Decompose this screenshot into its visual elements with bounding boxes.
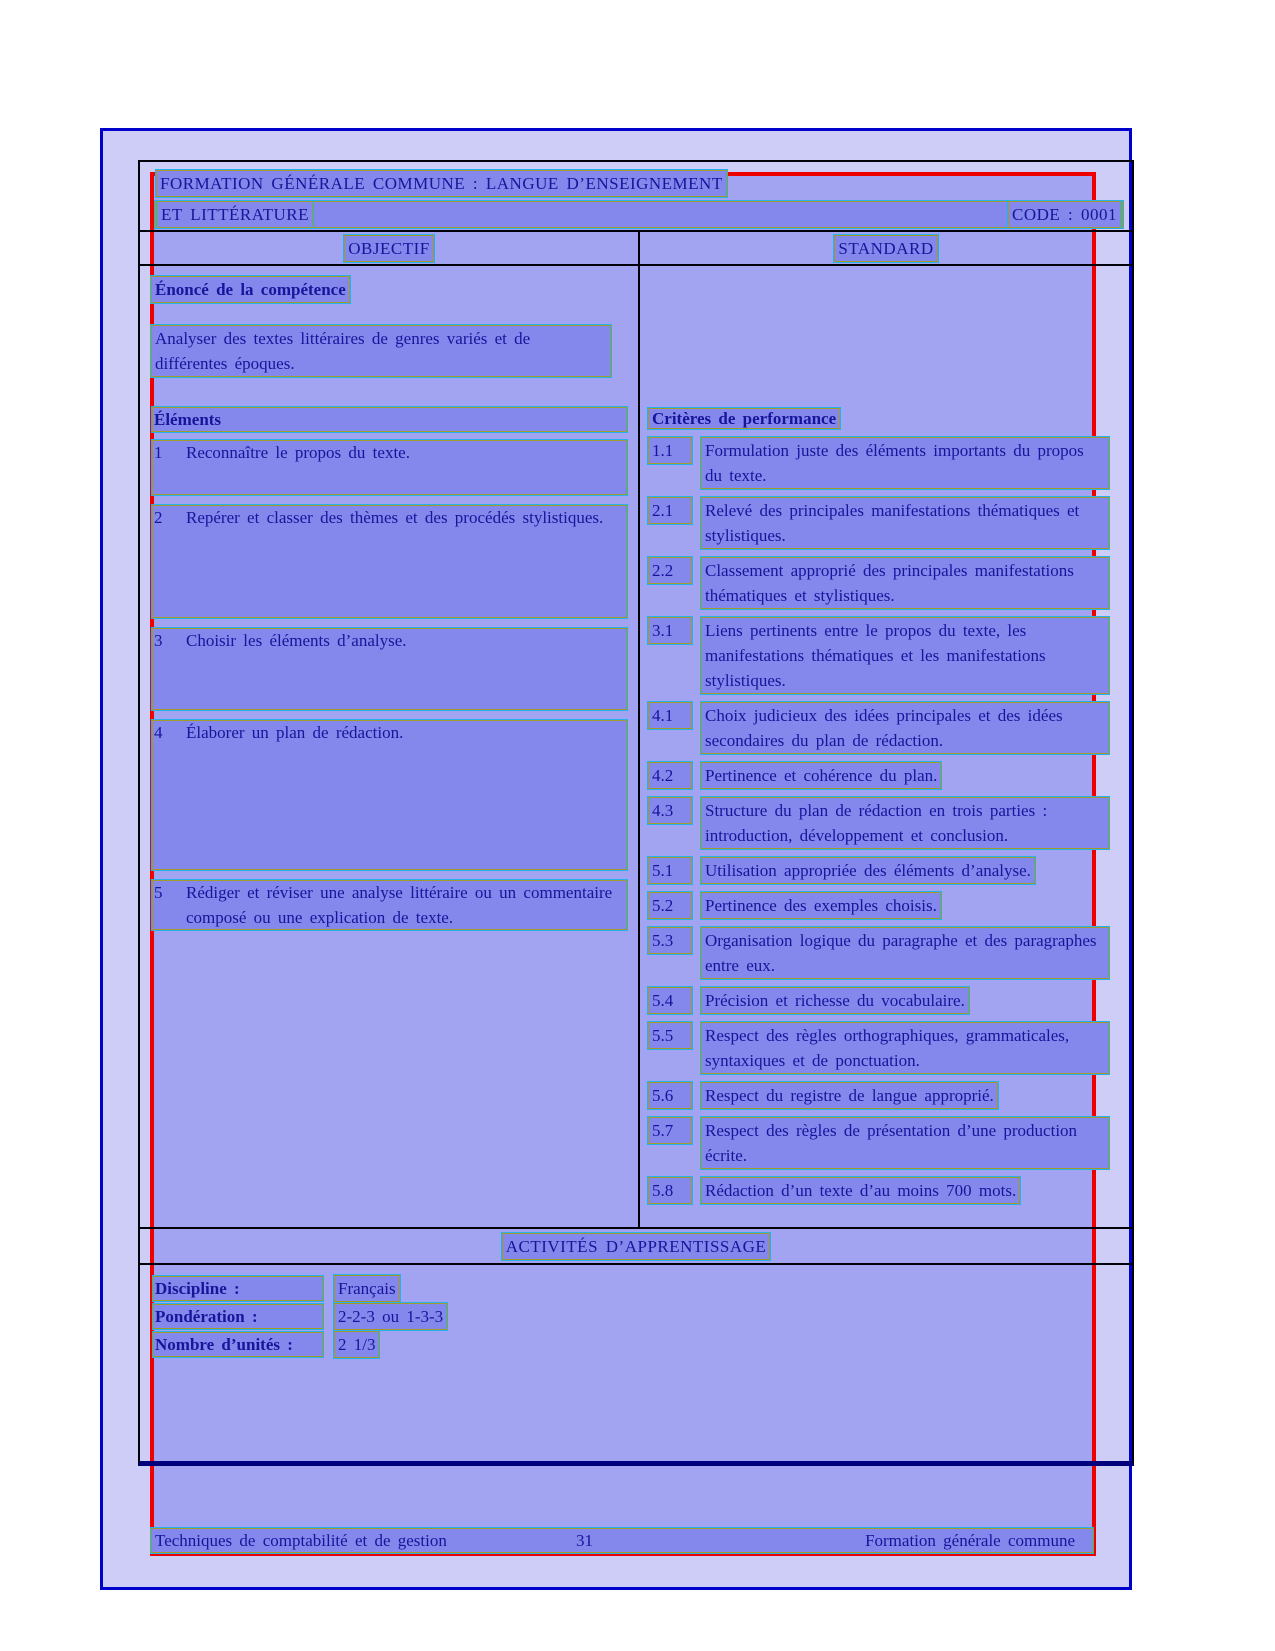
criterion-item [648,557,1132,609]
element-number: 5 [154,883,163,902]
criterion-text: Choix judicieux des idées principales et des idées secondaires du plan de rédaction. [701,702,1109,754]
ponderation-value: 2-2-3 ou 1-3-3 [334,1303,447,1330]
criterion-text: Organisation logique du paragraphe et des paragraphes entre eux. [701,927,1109,979]
document-code: CODE : 0001 [1008,201,1121,228]
document-title-line1: FORMATION GÉNÉRALE COMMUNE : LANGUE D’ENSEIGNEMENT [156,170,727,197]
element-text: Élaborer un plan de rédaction. [186,723,404,742]
objectif-header: OBJECTIF [344,235,433,262]
objectif-header-cell [140,232,640,264]
criterion-item [648,1022,1132,1074]
criterion-item [648,892,1132,919]
criterion-item [648,702,1132,754]
elements-heading-row [151,406,628,433]
enonce-heading: Énoncé de la compétence [151,276,350,303]
standard-header-cell [640,232,1132,264]
element-number: 1 [154,443,163,462]
activites-heading: ACTIVITÉS D’APPRENTISSAGE [502,1233,771,1260]
unites-field [152,1331,1132,1358]
criterion-number: 5.5 [648,1022,692,1049]
criterion-number: 5.2 [648,892,692,919]
criterion-number: 2.2 [648,557,692,584]
criterion-item [648,1117,1132,1169]
criteres-heading-row [648,406,1132,431]
page-footer [150,1527,1094,1554]
footer-section-name: Formation générale commune [865,1531,1075,1550]
ponderation-label: Pondération : [152,1303,324,1330]
standard-column [640,266,1132,1227]
criterion-text: Respect des règles de présentation d’une production écrite. [701,1117,1109,1169]
ponderation-field [152,1303,1132,1330]
document-table [138,160,1134,1466]
element-number: 2 [154,508,163,527]
criterion-text: Pertinence et cohérence du plan. [701,762,941,789]
criterion-number: 5.8 [648,1177,692,1204]
element-item [151,439,628,496]
criteria-group-3 [648,617,1132,702]
discipline-value: Français [334,1275,400,1302]
element-text: Rédiger et réviser une analyse littéraire ou un commentaire composé ou une explication de texte. [186,883,613,927]
criterion-item [648,762,1132,789]
column-headers-row [140,232,1132,266]
activites-row [140,1229,1132,1265]
criterion-item [648,1177,1132,1204]
criterion-item [648,617,1132,694]
criterion-number: 5.4 [648,987,692,1014]
criterion-text: Formulation juste des éléments importants du propos du texte. [701,437,1109,489]
criteres-heading: Critères de performance [648,408,840,429]
discipline-section [140,1265,1132,1461]
objectif-column [140,266,640,1227]
criterion-number: 5.6 [648,1082,692,1109]
document-title-line2: ET LITTÉRATURE [157,201,313,228]
main-content-row [140,266,1132,1229]
criteria-group-1 [648,437,1132,497]
criterion-text: Respect des règles orthographiques, grammaticales, syntaxiques et de ponctuation. [701,1022,1109,1074]
discipline-field [152,1275,1132,1302]
criterion-item [648,1082,1132,1109]
elements-heading: Éléments [154,410,222,429]
criterion-item [648,437,1132,489]
criterion-number: 1.1 [648,437,692,464]
element-item [151,627,628,711]
standard-spacer [648,276,1132,406]
criterion-number: 4.2 [648,762,692,789]
criterion-item [648,987,1132,1014]
criterion-text: Structure du plan de rédaction en trois parties : introduction, développement et conclusion. [701,797,1109,849]
discipline-label: Discipline : [152,1275,324,1302]
criterion-item [648,857,1132,884]
footer-program-name: Techniques de comptabilité et de gestion [155,1531,447,1550]
enonce-body: Analyser des textes littéraires de genres variés et de différentes époques. [151,325,611,377]
element-item [151,504,628,619]
footer-page-number: 31 [576,1531,593,1550]
element-text: Choisir les éléments d’analyse. [186,631,407,650]
element-text: Reconnaître le propos du texte. [186,443,410,462]
criterion-number: 5.1 [648,857,692,884]
criterion-text: Liens pertinents entre le propos du texte, les manifestations thématiques et les manifestations stylistiques. [701,617,1109,694]
criteria-group-5 [648,857,1132,1212]
criteria-group-2 [648,497,1132,617]
element-number: 3 [154,631,163,650]
criterion-item [648,497,1132,549]
criterion-text: Relevé des principales manifestations thématiques et stylistiques. [701,497,1109,549]
criterion-number: 4.3 [648,797,692,824]
element-item [151,719,628,871]
element-text: Repérer et classer des thèmes et des procédés stylistiques. [186,508,604,527]
criterion-item [648,797,1132,849]
criterion-text: Rédaction d’un texte d’au moins 700 mots. [701,1177,1020,1204]
unites-value: 2 1/3 [334,1331,379,1358]
criterion-number: 4.1 [648,702,692,729]
criterion-text: Respect du registre de langue approprié. [701,1082,998,1109]
criterion-text: Pertinence des exemples choisis. [701,892,941,919]
criteria-group-4 [648,702,1132,857]
criterion-number: 3.1 [648,617,692,644]
document-title-line2-row [154,200,1124,229]
document-header [140,162,1132,232]
criterion-number: 5.3 [648,927,692,954]
unites-label: Nombre d’unités : [152,1331,324,1358]
standard-header: STANDARD [834,235,937,262]
element-number: 4 [154,723,163,742]
criterion-text: Précision et richesse du vocabulaire. [701,987,969,1014]
footer-line [150,1527,1094,1554]
criterion-number: 2.1 [648,497,692,524]
element-item [151,879,628,931]
enonce-section [151,276,628,406]
criterion-text: Utilisation appropriée des éléments d’analyse. [701,857,1035,884]
criterion-item [648,927,1132,979]
criterion-text: Classement approprié des principales manifestations thématiques et stylistiques. [701,557,1109,609]
criterion-number: 5.7 [648,1117,692,1144]
